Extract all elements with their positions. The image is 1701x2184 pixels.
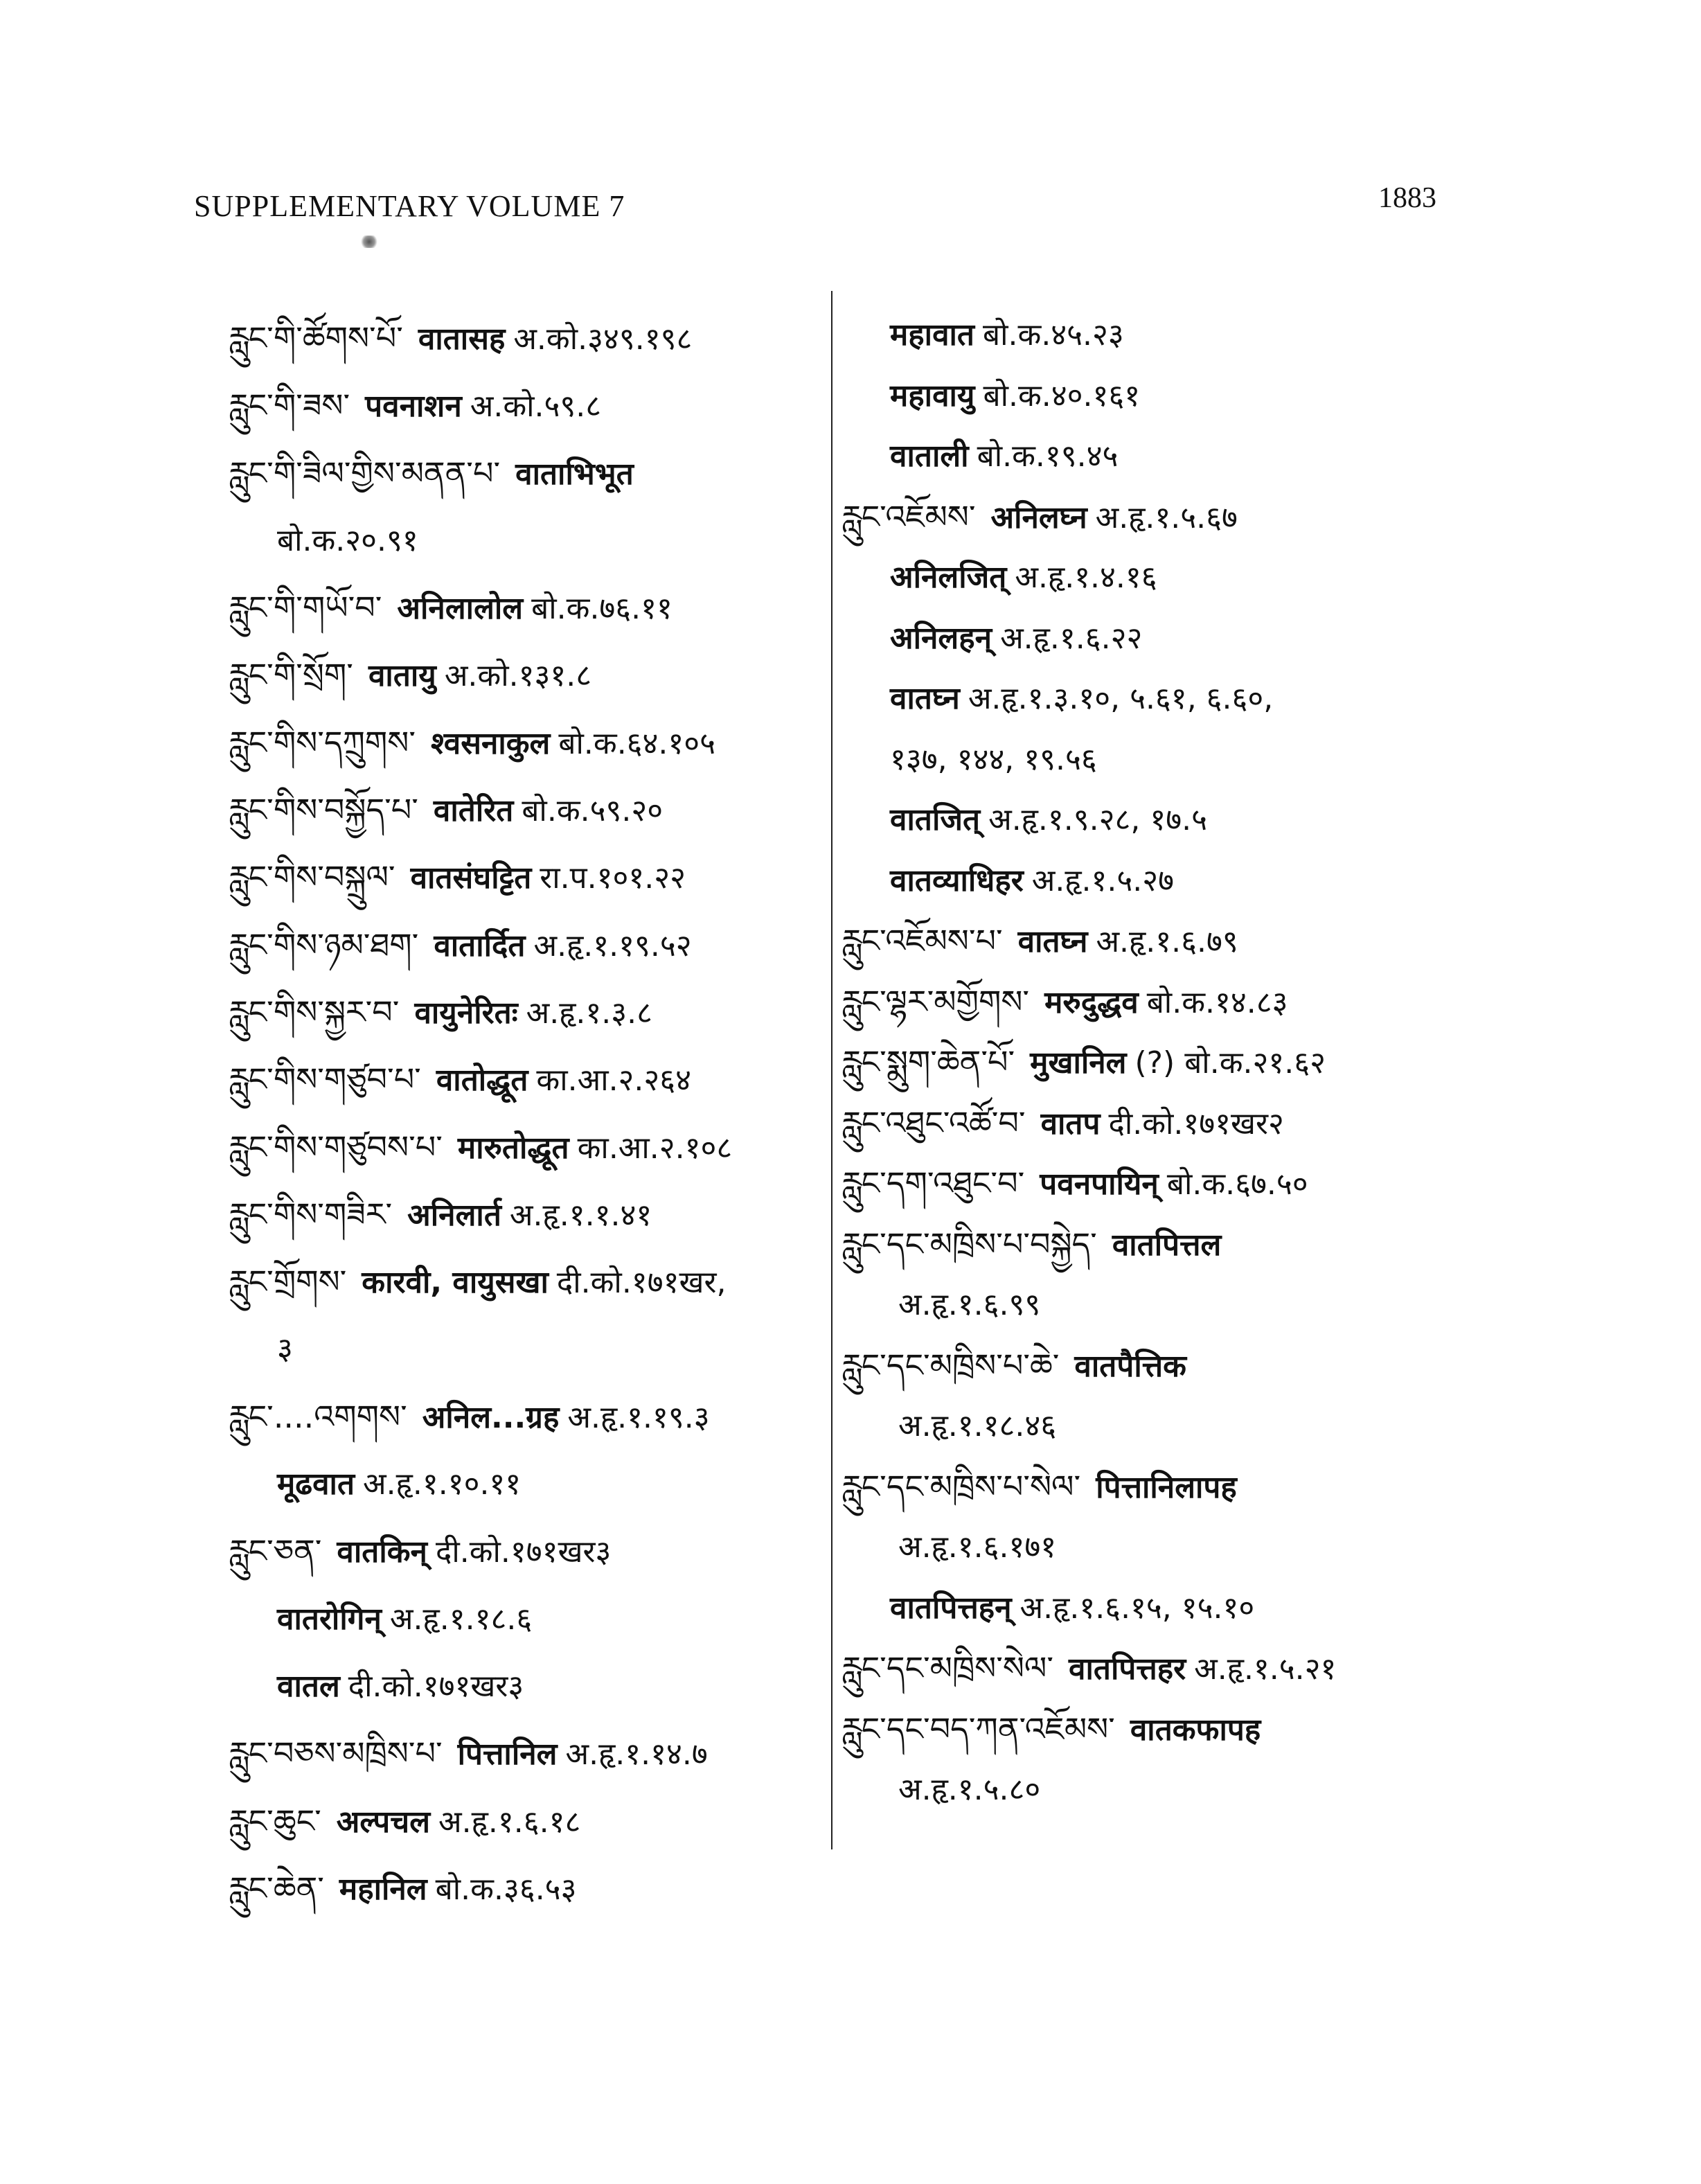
source-reference: अ.हृ.१.१९.३	[567, 1399, 710, 1435]
source-reference: १३७, १४४, १९.५६	[890, 741, 1097, 777]
tibetan-headword: རླུང་གིས་བསྐྲུལ་	[229, 858, 395, 896]
dictionary-entry	[229, 372, 824, 439]
dictionary-entry	[229, 1046, 824, 1113]
sanskrit-equivalent: अनिलघ्न	[990, 499, 1087, 535]
sanskrit-equivalent: अनिल...ग्रह	[422, 1399, 560, 1435]
tibetan-headword: རླུང་....འགགས་	[229, 1397, 407, 1435]
dictionary-entry	[229, 709, 824, 776]
source-reference: अ.हृ.१.१४.७	[565, 1737, 708, 1773]
dictionary-entry	[841, 305, 1645, 366]
dictionary-entry	[229, 776, 824, 844]
source-reference: अ.हृ.१.६.१७१	[898, 1529, 1057, 1565]
dictionary-entry	[841, 1759, 1645, 1820]
dictionary-entry	[841, 1275, 1645, 1335]
dictionary-entry	[229, 1315, 824, 1383]
source-reference: अ.हृ.१.५.२१	[1194, 1651, 1337, 1687]
source-reference: रा.प.१०१.२२	[540, 860, 686, 896]
source-reference: दी.को.१७१खर२	[1108, 1106, 1284, 1142]
sanskrit-equivalent: अनिलार्त	[407, 1197, 501, 1233]
sanskrit-equivalent: वाताली	[890, 438, 969, 474]
sanskrit-equivalent: वातासह	[418, 321, 506, 357]
source-reference: बो.क.३६.५३	[435, 1871, 577, 1907]
dictionary-entry	[841, 1153, 1645, 1214]
sanskrit-equivalent: कारवी, वायुसखा	[362, 1265, 549, 1301]
sanskrit-equivalent: वातजित्	[890, 802, 981, 837]
tibetan-headword: རླུང་གི་ཟས་	[229, 387, 350, 425]
tibetan-headword: རླུང་འཇོམས་	[841, 497, 976, 535]
source-reference: बो.क.४०.१६१	[983, 378, 1141, 414]
dictionary-entry	[841, 1457, 1645, 1518]
dictionary-entry	[841, 1214, 1645, 1275]
dictionary-entry	[841, 547, 1645, 608]
source-reference: अ.हृ.१.३.१०, ५.६१, ६.६०,	[968, 681, 1274, 716]
source-reference: बो.क.१४.८३	[1146, 984, 1288, 1020]
source-reference: दी.को.१७१खर,	[556, 1265, 727, 1301]
sanskrit-equivalent: अनिलजित्	[890, 560, 1007, 595]
dictionary-entry	[229, 1720, 824, 1787]
tibetan-headword: རླུང་སྨུག་ཆེན་པོ་	[841, 1043, 1015, 1081]
dictionary-entry	[229, 1248, 824, 1315]
tibetan-headword: རླུང་དང་མཁྲིས་པ་བསྐྱེད་	[841, 1225, 1097, 1263]
tibetan-headword: རླུང་བཅས་མཁྲིས་པ་	[229, 1734, 443, 1773]
dictionary-entry	[229, 1788, 824, 1855]
tibetan-headword: རླུང་གིས་སྐྱར་བ་	[229, 993, 400, 1031]
dictionary-entry	[841, 1335, 1645, 1396]
source-reference: अ.हृ.१.६.२२	[1000, 620, 1143, 656]
sanskrit-equivalent: वायुनेरितः	[414, 995, 518, 1031]
source-reference: अ.हृ.१.५.२७	[1031, 862, 1175, 898]
dictionary-entry	[841, 1517, 1645, 1578]
dictionary-entry	[841, 608, 1645, 669]
source-reference: का.आ.२.२६४	[536, 1063, 692, 1099]
sanskrit-equivalent: वातपित्तहन्	[890, 1590, 1012, 1626]
source-reference: बो.क.६७.५०	[1166, 1166, 1308, 1202]
dictionary-entry	[229, 507, 824, 574]
dictionary-entry	[229, 1855, 824, 1922]
tibetan-headword: རླུང་གྲོགས་	[229, 1263, 347, 1301]
dictionary-entry	[841, 1578, 1645, 1639]
dictionary-entry	[229, 1518, 824, 1585]
left-column	[229, 305, 824, 1922]
sanskrit-equivalent: वातार्दित	[434, 927, 526, 964]
sanskrit-equivalent: वातकिन्	[337, 1534, 427, 1570]
source-reference: बो.क.७६.११	[531, 591, 673, 627]
dictionary-entry	[841, 851, 1645, 912]
source-reference: अ.हृ.१.५.८०	[898, 1772, 1041, 1807]
sanskrit-equivalent: पवनाशन	[365, 389, 462, 425]
source-reference: अ.हृ.१.६.९९	[898, 1287, 1041, 1322]
dictionary-entry	[229, 912, 824, 979]
tibetan-headword: རླུང་ཆེན་	[229, 1869, 324, 1907]
sanskrit-equivalent: महावायु	[890, 378, 975, 414]
dictionary-entry	[229, 440, 824, 507]
sanskrit-equivalent: वातव्याधिहर	[890, 862, 1024, 898]
tibetan-headword: རླུང་དང་མཁྲིས་སེལ་	[841, 1649, 1054, 1687]
sanskrit-equivalent: पवनपायिन्	[1040, 1166, 1159, 1202]
dictionary-entry	[841, 729, 1645, 790]
dictionary-entry	[841, 1699, 1645, 1760]
dictionary-entry	[841, 1638, 1645, 1699]
dictionary-entry	[841, 366, 1645, 427]
page-number: 1883	[1378, 182, 1436, 214]
source-reference: अ.हृ.१.३.८	[526, 995, 653, 1031]
source-reference: बो.क.१९.४५	[977, 438, 1119, 474]
dictionary-entry	[229, 1114, 824, 1181]
source-reference: अ.हृ.१.१.४१	[509, 1197, 652, 1233]
tibetan-headword: རླུང་དང་བད་ཀན་འཇོམས་	[841, 1710, 1115, 1748]
right-column	[841, 305, 1645, 1820]
dictionary-entry	[841, 972, 1645, 1033]
tibetan-headword: རླུང་གི་ཟིལ་གྱིས་མནན་པ་	[229, 454, 501, 492]
tibetan-headword: རླུང་ཅན་	[229, 1532, 322, 1570]
tibetan-headword: རླུང་གིས་གཟིར་	[229, 1195, 393, 1233]
dictionary-entry	[229, 1586, 824, 1653]
sanskrit-equivalent: अनिलहन्	[890, 620, 992, 656]
sanskrit-equivalent: वातपित्तहर	[1069, 1651, 1186, 1687]
dictionary-entry	[229, 641, 824, 709]
tibetan-headword: རླུང་དང་མཁྲིས་པ་ཆེ་	[841, 1346, 1060, 1384]
sanskrit-equivalent: अल्पचल	[336, 1804, 431, 1840]
ink-smudge	[360, 236, 378, 248]
source-reference: ३	[277, 1331, 293, 1367]
sanskrit-equivalent: श्वसनाकुल	[431, 725, 551, 761]
source-reference: बो.क.४५.२३	[983, 317, 1124, 353]
sanskrit-equivalent: मुखानिल	[1030, 1045, 1127, 1081]
source-reference: अ.हृ.१.४.१६	[1015, 560, 1157, 595]
dictionary-entry	[841, 487, 1645, 548]
source-reference: अ.हृ.१.६.१५, १५.१०	[1019, 1590, 1255, 1626]
dictionary-entry	[229, 979, 824, 1046]
tibetan-headword: རླུང་ཆུང་	[229, 1802, 321, 1840]
source-reference: अ.हृ.१.१८.४६	[898, 1408, 1057, 1444]
source-reference: बो.क.२०.९१	[277, 522, 418, 558]
source-reference: दी.को.१७१खर३	[348, 1668, 524, 1704]
sanskrit-equivalent: पित्तानिलापह	[1096, 1469, 1237, 1505]
tibetan-headword: རླུང་གིས་བསྐྱོད་པ་	[229, 791, 418, 829]
source-reference: अ.को.१३१.८	[444, 658, 592, 694]
dictionary-entry	[841, 1093, 1645, 1154]
source-reference: का.आ.२.१०८	[577, 1130, 733, 1166]
sanskrit-equivalent: वातायु	[368, 658, 436, 694]
sanskrit-equivalent: वातप	[1040, 1106, 1101, 1142]
sanskrit-equivalent: वातसंघट्टित	[410, 860, 532, 896]
tibetan-headword: རླུང་འཐུང་འཚོ་བ་	[841, 1103, 1026, 1142]
tibetan-headword: རླུང་འཇོམས་པ་	[841, 922, 1003, 959]
sanskrit-equivalent: वातकफापह	[1130, 1712, 1261, 1748]
tibetan-headword: རླུང་ལྷར་མགྱོགས་	[841, 982, 1030, 1020]
dictionary-entry	[841, 790, 1645, 851]
sanskrit-equivalent: वातपित्तल	[1112, 1227, 1222, 1263]
dictionary-entry	[841, 426, 1645, 487]
sanskrit-equivalent: वातल	[277, 1668, 340, 1704]
tibetan-headword: རླུང་གི་གཡོ་བ་	[229, 589, 382, 627]
source-reference: (?) बो.क.२१.६२	[1134, 1045, 1326, 1081]
sanskrit-equivalent: वातोद्धूत	[436, 1063, 528, 1099]
source-reference: अ.हृ.१.६.७९	[1096, 924, 1238, 959]
tibetan-headword: རླུང་དག་འཐུང་བ་	[841, 1164, 1025, 1202]
source-reference: अ.को.३४९.१९८	[513, 321, 693, 357]
source-reference: अ.हृ.१.१८.६	[389, 1601, 533, 1637]
tibetan-headword: རླུང་གིས་དཀྲུགས་	[229, 723, 416, 761]
sanskrit-equivalent: वातघ्न	[1017, 924, 1088, 959]
sanskrit-equivalent: पित्तानिल	[457, 1737, 558, 1773]
source-reference: अ.हृ.१.१०.११	[363, 1466, 522, 1502]
tibetan-headword: རླུང་གི་སྲོག་	[229, 656, 353, 694]
sanskrit-equivalent: वातरोगिन्	[277, 1601, 382, 1637]
sanskrit-equivalent: महानिल	[339, 1871, 427, 1907]
tibetan-headword: རླུང་གིས་ཉམ་ཐག་	[229, 925, 419, 964]
sanskrit-equivalent: वातघ्न	[890, 681, 960, 716]
dictionary-entry	[841, 911, 1645, 972]
dictionary-entry	[229, 844, 824, 911]
dictionary-entry	[229, 305, 824, 372]
running-header: SUPPLEMENTARY VOLUME 7	[194, 189, 625, 223]
dictionary-entry	[229, 1653, 824, 1720]
sanskrit-equivalent: महावात	[890, 317, 975, 353]
sanskrit-equivalent: अनिलालोल	[397, 591, 524, 627]
tibetan-headword: རླུང་དང་མཁྲིས་པ་སེལ་	[841, 1467, 1081, 1505]
tibetan-headword: རླུང་གི་ཚོགས་པོ་	[229, 319, 403, 357]
source-reference: अ.को.५९.८	[470, 389, 602, 425]
dictionary-entry	[841, 668, 1645, 729]
dictionary-entry	[841, 1396, 1645, 1457]
tibetan-headword: རླུང་གིས་གཙུབ་པ་	[229, 1060, 421, 1099]
dictionary-entry	[229, 1450, 824, 1518]
dictionary-entry	[229, 1383, 824, 1450]
source-reference: अ.हृ.१.६.१८	[438, 1804, 581, 1840]
source-reference: अ.हृ.१.५.६७	[1095, 499, 1238, 535]
sanskrit-equivalent: मूढवात	[277, 1466, 355, 1502]
dictionary-entry	[229, 574, 824, 641]
sanskrit-equivalent: वाताभिभूत	[515, 456, 634, 492]
source-reference: बो.क.६४.१०५	[558, 725, 716, 761]
source-reference: अ.हृ.१.९.२८, १७.५	[988, 802, 1207, 837]
sanskrit-equivalent: मरुदुद्धव	[1044, 984, 1139, 1020]
dictionary-entry	[841, 1032, 1645, 1093]
column-divider	[831, 291, 832, 1849]
source-reference: दी.को.१७१खर३	[435, 1534, 612, 1570]
source-reference: अ.हृ.१.१९.५२	[533, 927, 692, 964]
sanskrit-equivalent: मारुतोद्धूत	[457, 1130, 569, 1166]
dictionary-entry	[229, 1181, 824, 1248]
sanskrit-equivalent: वातपैत्तिक	[1074, 1348, 1186, 1384]
sanskrit-equivalent: वातेरित	[433, 793, 514, 829]
source-reference: बो.क.५९.२०	[522, 793, 664, 829]
tibetan-headword: རླུང་གིས་གཙུབས་པ་	[229, 1128, 443, 1166]
